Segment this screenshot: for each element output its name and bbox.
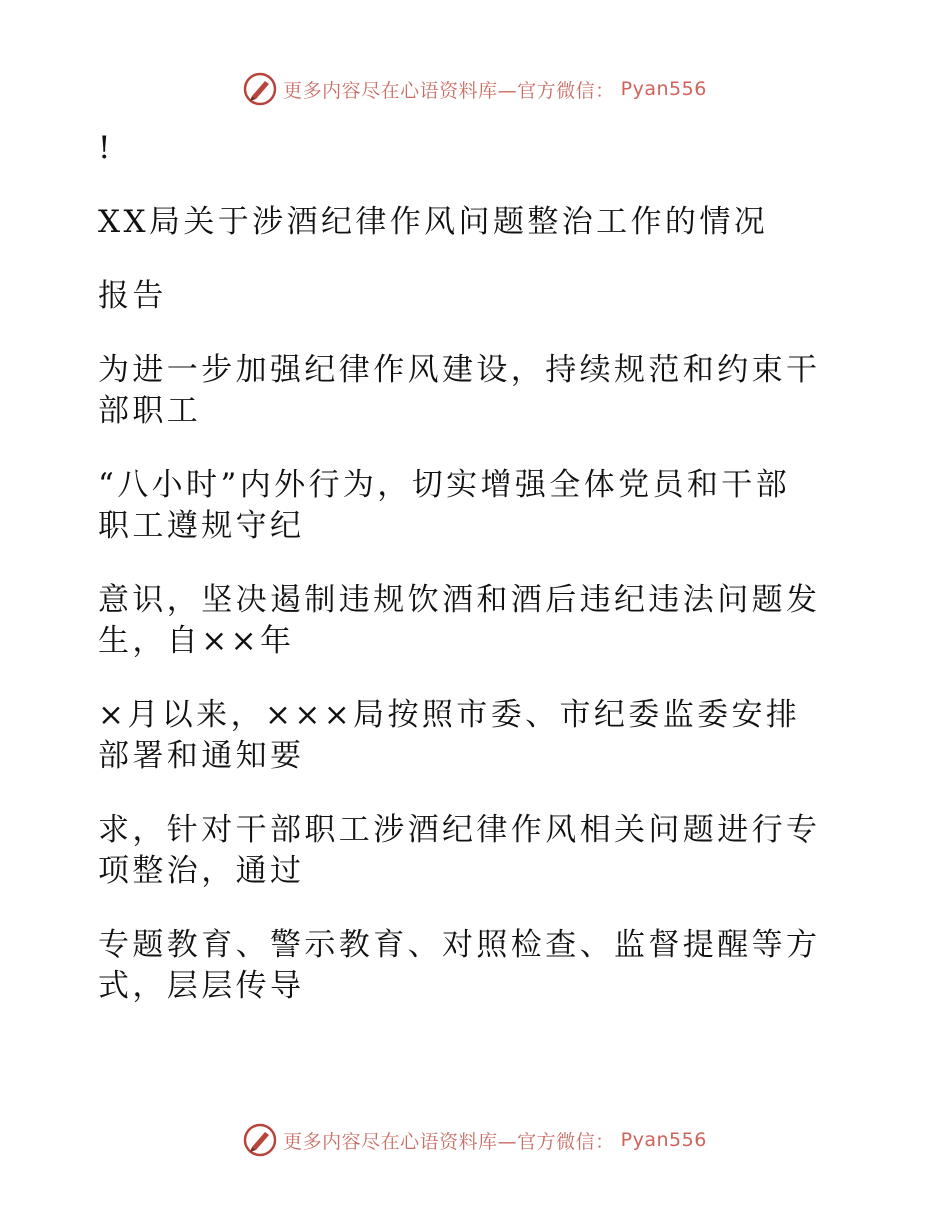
- watermark-text: 更多内容尽在心语资料库—官方微信：: [283, 1130, 615, 1153]
- doc-line: 职工遵规守纪: [98, 508, 305, 544]
- doc-line: 意识，坚决遏制违规饮酒和酒后违纪违法问题发: [98, 582, 821, 618]
- doc-line: 部署和通知要: [98, 738, 305, 774]
- doc-line: “八小时”内外行为，切实增强全体党员和干部: [98, 467, 791, 503]
- watermark-id: Pyan556: [620, 1129, 707, 1151]
- document-body: [98, 128, 838, 1007]
- doc-line: 专题教育、警示教育、对照检查、监督提醒等方: [98, 927, 821, 963]
- pen-logo-icon: [243, 1123, 277, 1157]
- watermark-id: Pyan556: [620, 78, 707, 100]
- doc-line: 项整治，通过: [98, 853, 305, 889]
- pen-logo-icon: [243, 72, 277, 106]
- doc-line: 为进一步加强纪律作风建设，持续规范和约束干: [98, 352, 821, 388]
- doc-line: ×月以来，×××局按照市委、市纪委监委安排: [98, 697, 801, 733]
- watermark-footer: [0, 1123, 950, 1157]
- watermark-text: 更多内容尽在心语资料库—官方微信：: [283, 79, 615, 102]
- doc-title-line-2: 报告: [98, 278, 167, 314]
- doc-line: 部职工: [98, 393, 202, 429]
- doc-line: 求，针对干部职工涉酒纪律作风相关问题进行专: [98, 812, 821, 848]
- doc-line: 式，层层传导: [98, 968, 305, 1004]
- watermark-header: [0, 72, 950, 106]
- doc-line: !: [98, 130, 114, 166]
- doc-line: 生，自××年: [98, 623, 295, 659]
- doc-title-line-1: XX局关于涉酒纪律作风问题整治工作的情况: [98, 204, 769, 240]
